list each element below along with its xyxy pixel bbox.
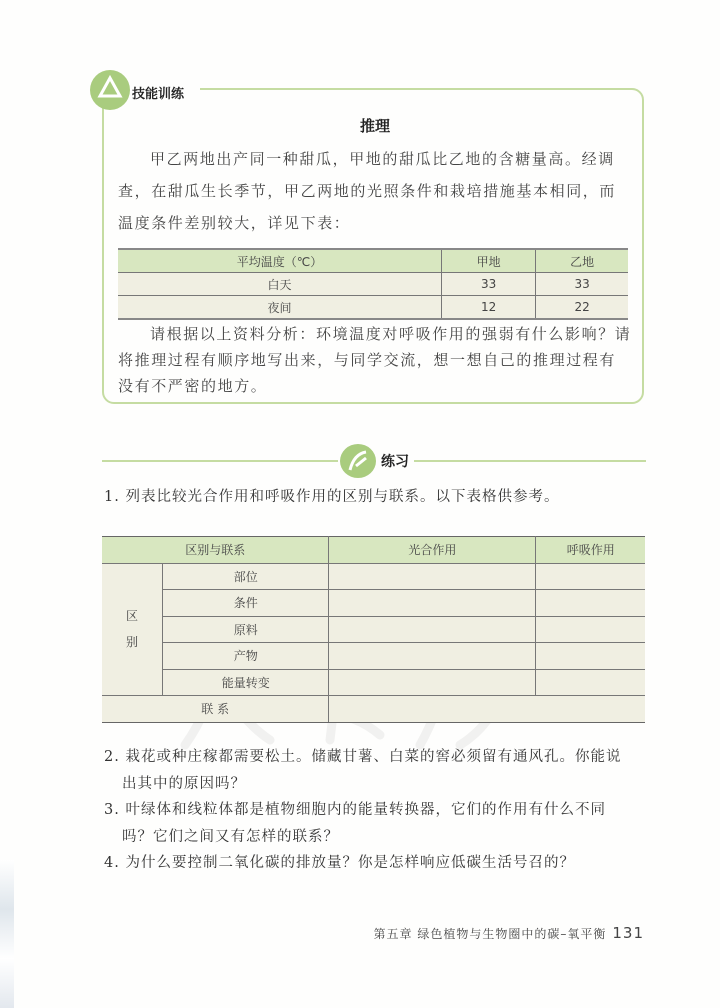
answer-cell[interactable] <box>329 563 536 590</box>
table-row <box>118 273 628 296</box>
temperature-table <box>118 248 628 320</box>
answer-cell[interactable] <box>329 696 645 723</box>
table-cell: 22 <box>536 296 628 320</box>
answer-cell[interactable] <box>329 590 536 617</box>
exercise-pen-icon <box>340 444 376 478</box>
skill-training-icon <box>90 70 130 110</box>
answer-cell[interactable] <box>329 669 536 696</box>
table-cell: 白天 <box>118 273 442 296</box>
row-label: 条件 <box>163 590 329 617</box>
header-cell: 乙地 <box>536 249 628 273</box>
comparison-table <box>102 536 645 723</box>
intro-paragraph: 甲乙两地出产同一种甜瓜，甲地的甜瓜比乙地的含糖量高。经调查，在甜瓜生长季节，甲乙两地的光照条件和栽培措施基本相同，而温度条件差别较大，详见下表： <box>118 150 617 232</box>
table-cell: 夜间 <box>118 296 442 320</box>
table-row <box>102 616 645 643</box>
answer-cell[interactable] <box>536 590 645 617</box>
question-2: 2. 栽花或种庄稼都需要松土。储藏甘薯、白菜的窖必须留有通风孔。你能说 出其中的原因吗？ <box>104 749 622 792</box>
table-row <box>102 563 645 590</box>
answer-cell[interactable] <box>536 643 645 670</box>
header-cell: 光合作用 <box>329 537 536 564</box>
question-4: 4. 为什么要控制二氧化碳的排放量？你是怎样响应低碳生活号召的？ <box>104 855 575 871</box>
skill-section-title: 推理 <box>359 117 390 135</box>
table-row <box>102 696 645 723</box>
difference-group-cell: 区 别 <box>102 563 163 696</box>
table-row <box>118 296 628 320</box>
question-1: 1. 列表比较光合作用和呼吸作用的区别与联系。以下表格供参考。 <box>104 489 560 505</box>
row-label: 联 系 <box>102 696 329 723</box>
table-row <box>102 669 645 696</box>
page-edge-shadow <box>0 860 14 1008</box>
header-cell: 甲地 <box>442 249 536 273</box>
table-header-row <box>118 249 628 273</box>
row-label: 原料 <box>163 616 329 643</box>
header-cell: 呼吸作用 <box>536 537 645 564</box>
row-label: 部位 <box>163 563 329 590</box>
table-cell: 33 <box>442 273 536 296</box>
answer-cell[interactable] <box>536 669 645 696</box>
row-label: 能量转变 <box>163 669 329 696</box>
table-cell: 12 <box>442 296 536 320</box>
row-label: 产物 <box>163 643 329 670</box>
header-cell: 区别与联系 <box>102 537 329 564</box>
divider-right <box>414 460 646 462</box>
skill-section-header: 技能训练 <box>132 87 185 102</box>
answer-cell[interactable] <box>329 616 536 643</box>
answer-cell[interactable] <box>536 616 645 643</box>
exercise-section-header: 练习 <box>381 454 409 470</box>
question-3: 3. 叶绿体和线粒体都是植物细胞内的能量转换器，它们的作用有什么不同 吗？它们之间又有怎样的联系？ <box>104 802 606 845</box>
table-row <box>102 590 645 617</box>
header-cell: 平均温度（℃） <box>118 249 442 273</box>
question-paragraph: 请根据以上资料分析：环境温度对呼吸作用的强弱有什么影响？请将推理过程有顺序地写出来，与同学交流，想一想自己的推理过程有没有不严密的地方。 <box>118 325 632 395</box>
chapter-title: 第五章 绿色植物与生物圈中的碳–氧平衡 <box>373 927 607 941</box>
table-cell: 33 <box>536 273 628 296</box>
answer-cell[interactable] <box>536 563 645 590</box>
table-row <box>102 643 645 670</box>
page-footer <box>374 924 644 942</box>
table-header-row <box>102 537 645 564</box>
divider-left <box>102 460 338 462</box>
answer-cell[interactable] <box>329 643 536 670</box>
page-number: 131 <box>612 924 644 942</box>
